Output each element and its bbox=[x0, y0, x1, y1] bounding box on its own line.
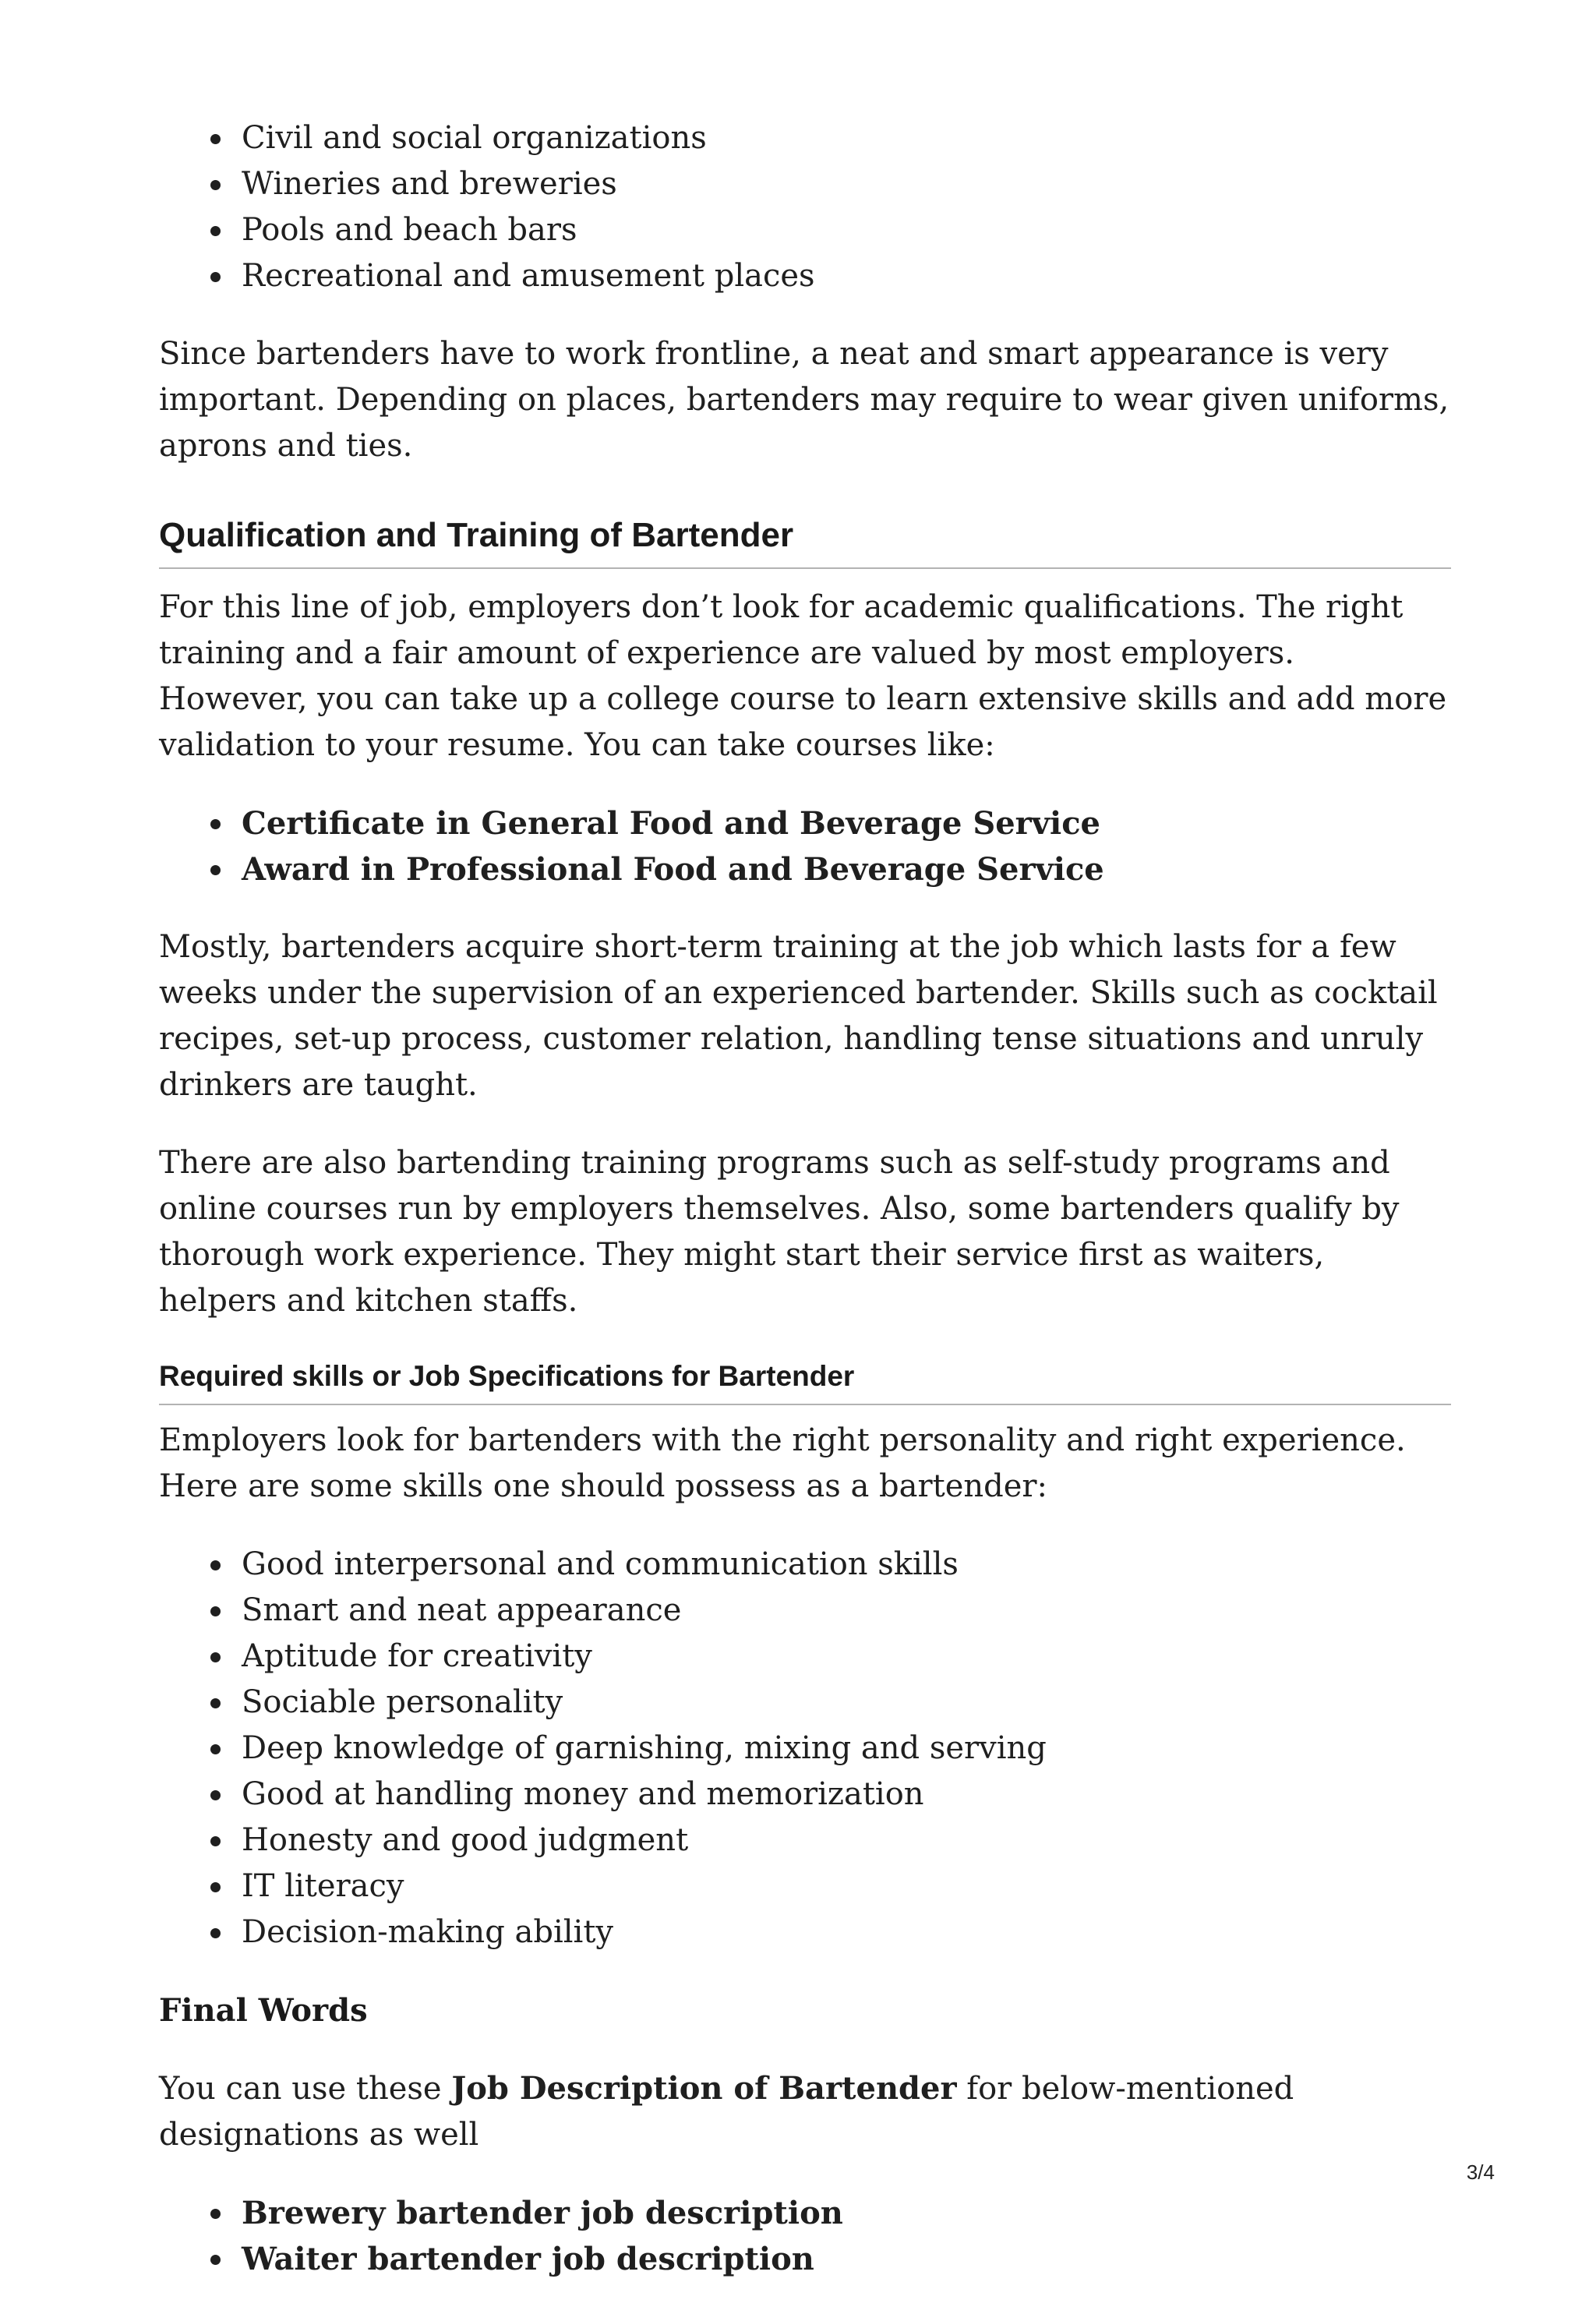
courses-list bbox=[159, 800, 1451, 892]
final-words-heading: Final Words bbox=[159, 1992, 368, 2029]
list-item: Smart and neat appearance bbox=[242, 1588, 1451, 1634]
skills-heading: Required skills or Job Specifications for Bartender bbox=[159, 1358, 1451, 1405]
list-item: Award in Professional Food and Beverage Service bbox=[242, 846, 1451, 892]
list-item: Sociable personality bbox=[242, 1680, 1451, 1726]
list-item: Waiter bartender job description bbox=[242, 2236, 1451, 2282]
list-item: IT literacy bbox=[242, 1864, 1451, 1909]
programs-paragraph: There are also bartending training programs such as self-study programs and online courses run by employers themselves. Also, some bartenders qualify by thorough work experience. They might start their service first as waiters, helpers and kitchen staffs. bbox=[159, 1145, 1400, 1319]
training-paragraph: Mostly, bartenders acquire short-term training at the job which lasts for a few weeks under the supervision of an experienced bartender. Skills such as cocktail recipes, set-up process, customer relation, handling tense situations and unruly drinkers are taught. bbox=[159, 929, 1438, 1103]
list-item: Good interpersonal and communication skills bbox=[242, 1542, 1451, 1588]
page-number: 3/4 bbox=[1466, 2160, 1495, 2184]
list-item: Pools and beach bars bbox=[242, 207, 1451, 253]
list-item: Honesty and good judgment bbox=[242, 1818, 1451, 1864]
document-page bbox=[159, 115, 1451, 2314]
list-item: Civil and social organizations bbox=[242, 115, 1451, 161]
qualification-intro: For this line of job, employers don’t look for academic qualifications. The right training and a fair amount of experience are valued by most employers. However, you can take up a college course to learn extensive skills and add more validation to your resume. You can take courses like: bbox=[159, 589, 1447, 763]
skills-intro: Employers look for bartenders with the right personality and right experience. Here are some skills one should possess as a bartender: bbox=[159, 1422, 1406, 1504]
list-item: Brewery bartender job description bbox=[242, 2190, 1451, 2236]
appearance-paragraph: Since bartenders have to work frontline, a neat and smart appearance is very important. Depending on places, bartenders may require to wear given uniforms, aprons and ties. bbox=[159, 336, 1449, 464]
qualification-heading: Qualification and Training of Bartender bbox=[159, 514, 1451, 569]
list-item: Recreational and amusement places bbox=[242, 253, 1451, 299]
list-item: Decision-making ability bbox=[242, 1909, 1451, 1955]
list-item: Aptitude for creativity bbox=[242, 1634, 1451, 1680]
skills-list bbox=[159, 1542, 1451, 1955]
final-words-paragraph bbox=[159, 2065, 1451, 2158]
list-item: Good at handling money and memorization bbox=[242, 1772, 1451, 1818]
workplaces-list bbox=[159, 115, 1451, 299]
list-item: Certificate in General Food and Beverage Service bbox=[242, 800, 1451, 846]
list-item: Wineries and breweries bbox=[242, 161, 1451, 207]
designations-list bbox=[159, 2190, 1451, 2282]
final-words-bold-text: Job Description of Bartender bbox=[451, 2070, 957, 2107]
list-item: Deep knowledge of garnishing, mixing and serving bbox=[242, 1726, 1451, 1772]
final-words-text-before: You can use these bbox=[159, 2071, 452, 2107]
final-words-text-after: for below-mentioned designations as well bbox=[159, 2071, 1294, 2153]
